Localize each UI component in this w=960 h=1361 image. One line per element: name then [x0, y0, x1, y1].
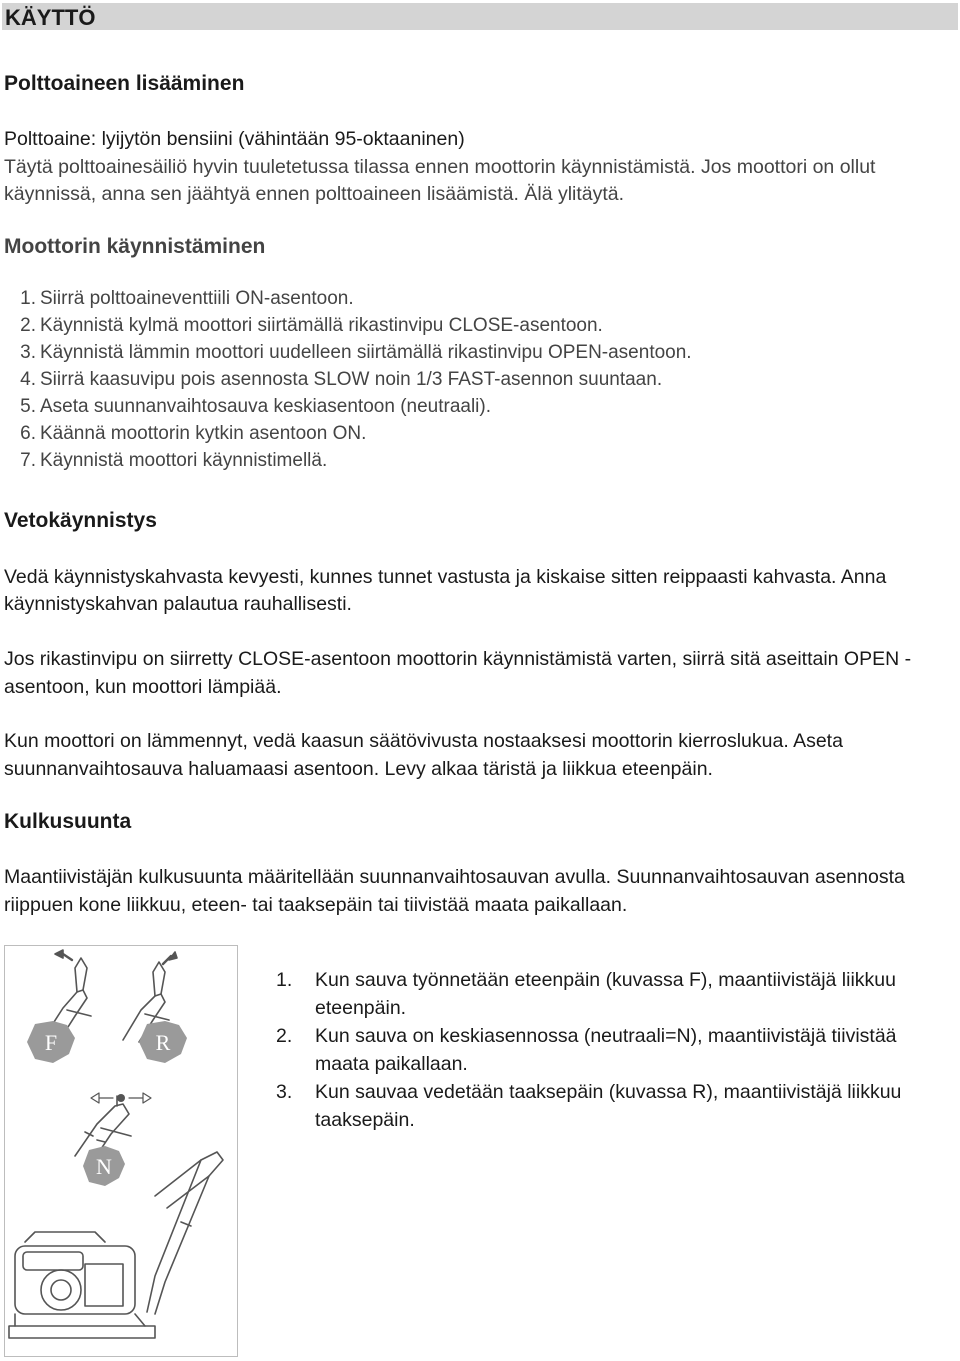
pull-p2-line-1: Jos rikastinvipu on siirretty CLOSE-asentoon moottorin käynnistämistä varten, siirrä sitä aseittain OPEN -	[4, 648, 912, 670]
pull-p1-line-2: käynnistyskahvan palautua rauhallisesti.	[4, 593, 352, 615]
forward-badge-label: F	[44, 1030, 58, 1055]
fuel-line-1: Polttoaine: lyijytön bensiini (vähintään 95-oktaaninen)	[4, 128, 465, 150]
list-item: 2. Kun sauva on keskiasennossa (neutraali=N), maantiivistäjä tiivistää maata paikallaan.	[276, 1025, 897, 1075]
compactor-illustration	[5, 946, 237, 1356]
section-header-bar	[2, 3, 958, 30]
list-item: 3. Käynnistä lämmin moottori uudelleen siirtämällä rikastinvipu OPEN-asentoon.	[20, 342, 692, 363]
neutral-badge-icon	[83, 1146, 125, 1186]
list-item: 7. Käynnistä moottori käynnistimellä.	[20, 450, 328, 471]
list-item: 4. Siirrä kaasuvipu pois asennosta SLOW noin 1/3 FAST-asennon suuntaan.	[20, 369, 663, 390]
pull-p1-line-1: Vedä käynnistyskahvasta kevyesti, kunnes tunnet vastusta ja kiskaise sitten reippaasti kahvasta. Anna	[4, 566, 887, 588]
direction-heading: Kulkusuunta	[4, 810, 132, 833]
reverse-badge-icon	[139, 1021, 187, 1063]
list-item: 5. Aseta suunnanvaihtosauva keskiasentoon (neutraali).	[20, 396, 492, 417]
direction-intro-line-1: Maantiivistäjän kulkusuunta määritellään suunnanvaihtosauvan avulla. Suunnanvaihtosauvan asennosta	[4, 866, 905, 888]
direction-intro-line-2: riippuen kone liikkuu, eteen- tai taaksepäin tai tiivistää maata paikallaan.	[4, 894, 628, 916]
compactor-direction-figure	[4, 945, 238, 1357]
list-item: 2. Käynnistä kylmä moottori siirtämällä rikastinvipu CLOSE-asentoon.	[20, 315, 603, 336]
start-steps-list	[4, 285, 692, 474]
reverse-badge-label: R	[155, 1030, 171, 1055]
fuel-line-3: käynnissä, anna sen jäähtyä ennen polttoaineen lisäämistä. Älä ylitäytä.	[4, 183, 625, 205]
fuel-heading: Polttoaineen lisääminen	[4, 72, 245, 95]
pull-p2-line-2: asentoon, kun moottori lämpiää.	[4, 676, 282, 698]
forward-badge-icon	[27, 1021, 75, 1063]
list-item: 1. Kun sauva työnnetään eteenpäin (kuvassa F), maantiivistäjä liikkuu eteenpäin.	[276, 969, 896, 1019]
start-heading: Moottorin käynnistäminen	[4, 235, 266, 258]
section-title: KÄYTTÖ	[5, 5, 96, 30]
pull-p3-line-2: suunnanvaihtosauva haluamaasi asentoon. Levy alkaa täristä ja liikkua eteenpäin.	[4, 758, 713, 780]
fuel-line-2: Täytä polttoainesäiliö hyvin tuuletetussa tilassa ennen moottorin käynnistämistä. Jos moottori on ollut	[4, 156, 876, 178]
pull-start-heading: Vetokäynnistys	[4, 509, 157, 532]
list-item: 6. Käännä moottorin kytkin asentoon ON.	[20, 423, 367, 444]
list-item: 3. Kun sauvaa vedetään taaksepäin (kuvassa R), maantiivistäjä liikkuu taaksepäin.	[276, 1081, 902, 1131]
neutral-badge-label: N	[96, 1154, 112, 1179]
pull-p3-line-1: Kun moottori on lämmennyt, vedä kaasun säätövivusta nostaaksesi moottorin kierroslukua. Aseta	[4, 730, 843, 752]
list-item: 1. Siirrä polttoaineventtiili ON-asentoon.	[20, 288, 354, 309]
direction-list	[276, 966, 915, 1134]
